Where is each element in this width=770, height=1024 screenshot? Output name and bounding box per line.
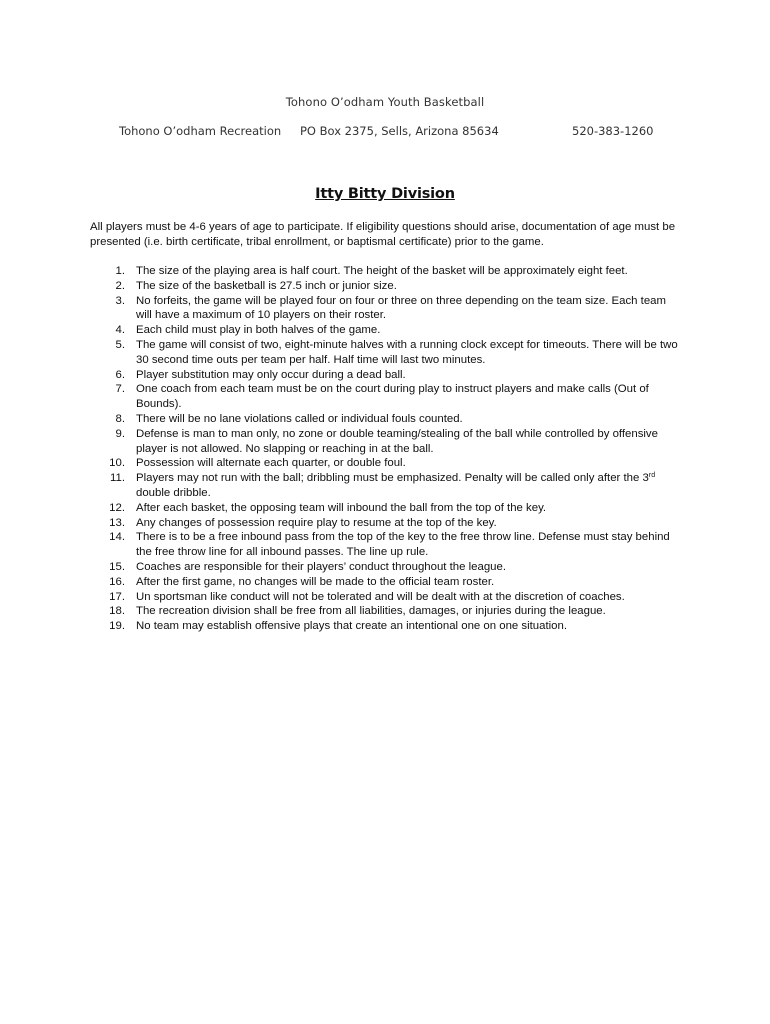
rule-number: 4.: [115, 324, 125, 337]
division-title: Itty Bitty Division: [315, 186, 455, 202]
rule-number: 10.: [109, 457, 125, 470]
rule-number: 9.: [115, 427, 125, 440]
rule-number: 16.: [109, 575, 125, 588]
rule-text: No forfeits, the game will be played four on four or three on three depending on the team size. Each team will have a maximum of 10 players on their roster.: [136, 294, 666, 322]
rule-text: Possession will alternate each quarter, or double foul.: [136, 457, 406, 470]
rule-text-part: double dribble.: [136, 486, 211, 499]
rule-text-part: Players may not run with the ball; dribbling must be emphasized. Penalty will be called only after the 3: [136, 472, 649, 485]
rule-text: After each basket, the opposing team will inbound the ball from the top of the key.: [136, 501, 547, 514]
rule-number: 18.: [109, 605, 125, 618]
rule-text: One coach from each team must be on the court during play to instruct players and make calls (Out of Bounds).: [136, 383, 649, 411]
rule-text: The size of the playing area is half court. The height of the basket will be approximately eight feet.: [136, 265, 628, 277]
rule-text: Each child must play in both halves of the game.: [136, 324, 381, 337]
rule-number: 1.: [115, 265, 125, 277]
rule-text: The game will consist of two, eight-minute halves with a running clock except for timeouts. There will be two 30 second time outs per team per half. Half time will last two minutes.: [136, 338, 678, 366]
intro-paragraph: All players must be 4-6 years of age to participate. If eligibility questions should arise, documentation of age must be presented (i.e. birth certificate, tribal enrollment, or baptismal certificate) prior to the game.: [90, 221, 676, 248]
rule-item: [90, 590, 680, 605]
rule-item: [90, 530, 680, 560]
rule-number: 15.: [109, 560, 125, 573]
rule-item: [90, 264, 680, 279]
rule-number: 2.: [115, 279, 125, 292]
organization-name: Tohono O’odham Recreation: [119, 124, 282, 138]
rule-item: [90, 619, 680, 634]
document-header-title: Tohono O’odham Youth Basketball: [285, 95, 485, 109]
rule-item: [90, 382, 680, 412]
rule-number: 5.: [115, 338, 125, 351]
rule-item: [90, 456, 680, 471]
rule-text: Player substitution may only occur during a dead ball.: [136, 368, 406, 381]
rule-text: Un sportsman like conduct will not be tolerated and will be dealt with at the discretion of coaches.: [136, 590, 625, 603]
rule-text: Defense is man to man only, no zone or double teaming/stealing of the ball while controlled by offensive player is not allowed. No slapping or reaching in at the ball.: [136, 427, 658, 455]
rule-item: [90, 471, 680, 501]
rule-number: 14.: [109, 531, 125, 544]
rule-number: 8.: [115, 412, 125, 425]
rule-number: 7.: [115, 383, 125, 396]
rule-text: There is to be a free inbound pass from the top of the key to the free throw line. Defense must stay behind the free throw line for all inbound passes. The line up rule.: [136, 531, 670, 559]
rule-number: 17.: [109, 590, 125, 603]
rule-item: [90, 575, 680, 590]
rule-item: [90, 338, 680, 368]
rule-text: The recreation division shall be free from all liabilities, damages, or injuries during the league.: [136, 605, 606, 618]
rule-item: [90, 279, 680, 294]
rule-item: [90, 604, 680, 619]
rule-text: After the first game, no changes will be made to the official team roster.: [136, 575, 495, 588]
rule-item: [90, 294, 680, 324]
rule-item: [90, 427, 680, 457]
rules-list: [90, 264, 680, 634]
rule-item: [90, 368, 680, 383]
rule-text: Any changes of possession require play to resume at the top of the key.: [136, 516, 497, 529]
rule-text: Coaches are responsible for their players’ conduct throughout the league.: [136, 560, 507, 573]
rule-item: [90, 560, 680, 575]
rule-number: 13.: [109, 516, 125, 529]
rule-item: [90, 412, 680, 427]
mailing-address: PO Box 2375, Sells, Arizona 85634: [300, 124, 499, 138]
rule-number: 19.: [109, 620, 125, 633]
rule-item: [90, 516, 680, 531]
rule-item: [90, 501, 680, 516]
rule-text: There will be no lane violations called or individual fouls counted.: [136, 412, 463, 425]
rule-text: The size of the basketball is 27.5 inch or junior size.: [136, 279, 397, 292]
rule-number: 12.: [109, 501, 125, 514]
rule-text: [136, 472, 655, 499]
rule-text: No team may establish offensive plays that create an intentional one on one situation.: [136, 620, 568, 633]
phone-number: 520-383-1260: [572, 124, 654, 138]
rule-number: 6.: [115, 368, 125, 381]
rule-number: 11.: [110, 472, 125, 485]
rule-number: 3.: [115, 294, 125, 307]
rule-item: [90, 323, 680, 338]
ordinal-superscript: rd: [648, 472, 656, 480]
